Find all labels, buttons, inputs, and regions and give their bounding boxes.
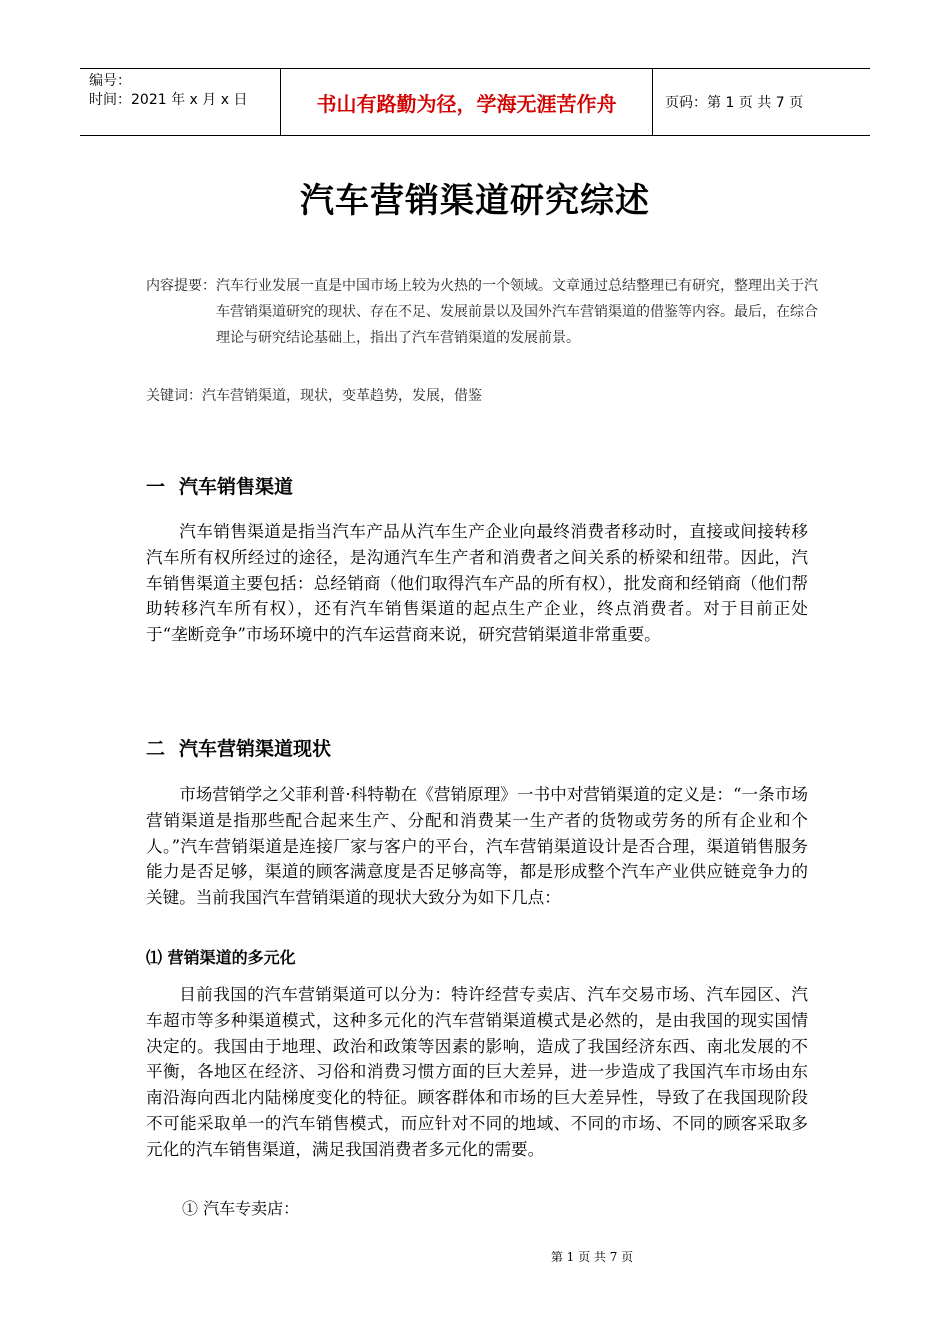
keywords: 关键词：汽车营销渠道，现状，变革趋势，发展，借鉴 — [146, 388, 482, 404]
section-2-title: 汽车营销渠道现状 — [179, 738, 332, 760]
abstract-label: 内容提要： — [146, 278, 216, 294]
document-title: 汽车营销渠道研究综述 — [300, 181, 650, 221]
header-date: 时间：2021 年 x 月 x 日 — [89, 92, 248, 108]
section-1-number: 一 — [146, 476, 166, 498]
section-1-paragraph: 汽车销售渠道是指当汽车产品从汽车生产企业向最终消费者移动时，直接或间接转移汽车所有权所经过的途径，是沟通汽车生产者和消费者之间关系的桥梁和纽带。因此，汽车销售渠道主要包括：总经销商（他们取得汽车产品的所有权），批发商和经销商（他们帮助转移汽车所有权），还有汽车销售渠道的起点生产企业，终点消费者。对于目前正处于“垄断竞争”市场环境中的汽车运营商来说，研究营销渠道非常重要。 — [146, 522, 808, 645]
list-item-1: ① 汽车专卖店： — [182, 1199, 300, 1218]
abstract — [146, 273, 826, 351]
section-1-heading — [146, 472, 293, 499]
header-meta — [80, 69, 281, 135]
footer-page-number: 第 1 页 共 7 页 — [550, 1250, 634, 1264]
subsection-1-heading: ⑴ 营销渠道的多元化 — [146, 948, 296, 967]
header-number-label: 编号： — [89, 73, 131, 89]
header-page-info: 页码：第 1 页 共 7 页 — [665, 95, 804, 111]
section-2-number: 二 — [146, 738, 166, 760]
page-footer — [0, 1248, 950, 1265]
subsection-1-paragraph: 目前我国的汽车营销渠道可以分为：特许经营专卖店、汽车交易市场、汽车园区、汽车超市等多种渠道模式，这种多元化的汽车营销渠道模式是必然的，是由我国的现实国情决定的。我国由于地理、政治和政策等因素的影响，造成了我国经济东西、南北发展的不平衡，各地区在经济、习俗和消费习惯方面的巨大差异，进一步造成了我国汽车市场由东南沿海向西北内陆梯度变化的特征。顾客群体和市场的巨大差异性，导致了在我国现阶段不可能采取单一的汽车销售模式，而应针对不同的地域、不同的市场、不同的顾客采取多元化的汽车销售渠道，满足我国消费者多元化的需要。 — [146, 985, 808, 1159]
section-2-heading — [146, 734, 331, 761]
abstract-text: 汽车行业发展一直是中国市场上较为火热的一个领域。文章通过总结整理已有研究，整理出关于汽车营销渠道研究的现状、存在不足、发展前景以及国外汽车营销渠道的借鉴等内容。最后，在综合理论与研究结论基础上，指出了汽车营销渠道的发展前景。 — [216, 278, 818, 346]
header-motto: 书山有路勤为径，学海无涯苦作舟 — [281, 69, 653, 135]
document-header — [80, 68, 870, 136]
section-2-paragraph: 市场营销学之父菲利普·科特勒在《营销原理》一书中对营销渠道的定义是：“一条市场营销渠道是指那些配合起来生产、分配和消费某一生产者的货物或劳务的所有企业和个人。”汽车营销渠道是连接厂家与客户的平台，汽车营销渠道设计是否合理，渠道销售服务能力是否足够，渠道的顾客满意度是否足够高等，都是形成整个汽车产业供应链竞争力的关键。当前我国汽车营销渠道的现状大致分为如下几点： — [146, 785, 808, 908]
section-1-title: 汽车销售渠道 — [179, 476, 294, 498]
